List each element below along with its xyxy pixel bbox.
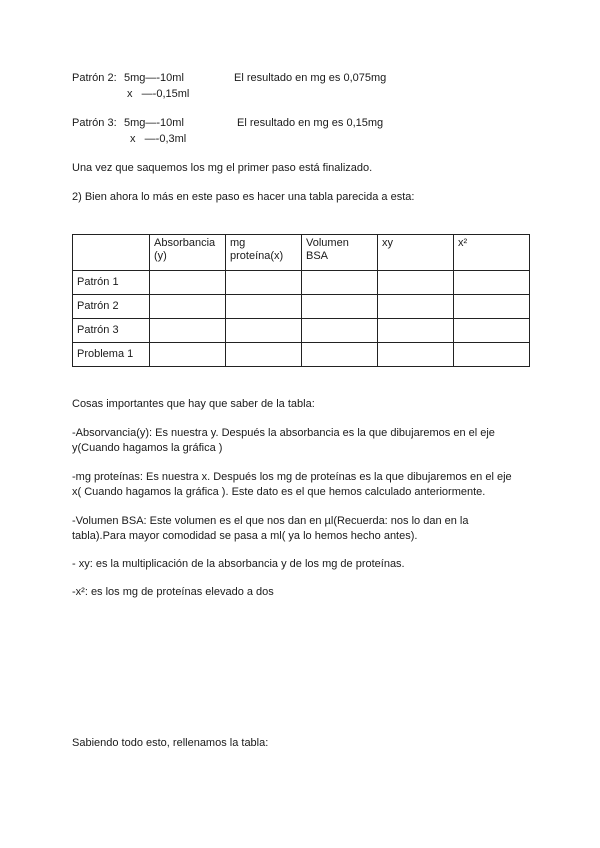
table-cell <box>378 343 454 367</box>
paragraph-x-squared: -x²: es los mg de proteínas elevado a dos <box>72 586 274 598</box>
table-cell <box>302 343 378 367</box>
table-cell <box>454 271 530 295</box>
paragraph-absorbancia-line2: y(Cuando hagamos la gráfica ) <box>72 442 223 454</box>
table-row-label: Patrón 3 <box>73 319 150 343</box>
patron2-label: Patrón 2: <box>72 72 117 84</box>
patron2-result: El resultado en mg es 0,075mg <box>234 72 387 84</box>
table-cell <box>150 295 226 319</box>
paragraph-volumen-line2: tabla).Para mayor comodidad se pasa a ml( ya lo hemos hecho antes). <box>72 530 418 542</box>
table-cell <box>226 343 302 367</box>
table-header-row <box>73 235 530 271</box>
paragraph-fill-table: Sabiendo todo esto, rellenamos la tabla: <box>72 737 269 749</box>
table-cell <box>226 319 302 343</box>
table-cell <box>226 295 302 319</box>
table-row-label: Patrón 1 <box>73 271 150 295</box>
table-row-label: Problema 1 <box>73 343 150 367</box>
table-header-cell <box>73 235 150 271</box>
table-cell <box>226 271 302 295</box>
table-row-label: Patrón 2 <box>73 295 150 319</box>
table-cell <box>454 319 530 343</box>
table-cell <box>378 295 454 319</box>
table-row <box>73 319 530 343</box>
table-header-cell: x² <box>454 235 530 271</box>
table-cell <box>150 319 226 343</box>
table-header-cell: Volumen BSA <box>302 235 378 271</box>
patron3-result: El resultado en mg es 0,15mg <box>237 117 384 129</box>
paragraph-mg-proteinas-line2: x( Cuando hagamos la gráfica ). Este dato es el que hemos calculado anteriormente. <box>72 486 486 498</box>
paragraph-step-2: 2) Bien ahora lo más en este paso es hacer una tabla parecida a esta: <box>72 191 415 203</box>
patron3-line2: x —-0,3ml <box>130 133 187 145</box>
patron2-line1: 5mg—-10ml <box>124 72 184 84</box>
table-cell <box>302 295 378 319</box>
table-cell <box>454 295 530 319</box>
table-row <box>73 295 530 319</box>
patron2-line2: x —-0,15ml <box>127 88 190 100</box>
table-cell <box>378 319 454 343</box>
table-cell <box>302 271 378 295</box>
table-header-cell: Absorbancia (y) <box>150 235 226 271</box>
data-table <box>72 234 530 367</box>
table-cell <box>150 343 226 367</box>
paragraph-xy: - xy: es la multiplicación de la absorbancia y de los mg de proteínas. <box>72 558 405 570</box>
paragraph-volumen-line1: -Volumen BSA: Este volumen es el que nos dan en µl(Recuerda: nos lo dan en la <box>72 515 469 527</box>
paragraph-important-things: Cosas importantes que hay que saber de la tabla: <box>72 398 315 410</box>
table-cell <box>454 343 530 367</box>
table-row <box>73 271 530 295</box>
table-row <box>73 343 530 367</box>
table-cell <box>302 319 378 343</box>
patron3-line1: 5mg—-10ml <box>124 117 184 129</box>
table-cell <box>378 271 454 295</box>
paragraph-mg-proteinas-line1: -mg proteínas: Es nuestra x. Después los mg de proteínas es la que dibujaremos en el eje <box>72 471 512 483</box>
table-header-cell: xy <box>378 235 454 271</box>
table-cell <box>150 271 226 295</box>
paragraph-step-finished: Una vez que saquemos los mg el primer paso está finalizado. <box>72 162 373 174</box>
paragraph-absorbancia-line1: -Absorvancia(y): Es nuestra y. Después la absorbancia es la que dibujaremos en el eje <box>72 427 495 439</box>
patron3-label: Patrón 3: <box>72 117 117 129</box>
table-header-cell: mg proteína(x) <box>226 235 302 271</box>
